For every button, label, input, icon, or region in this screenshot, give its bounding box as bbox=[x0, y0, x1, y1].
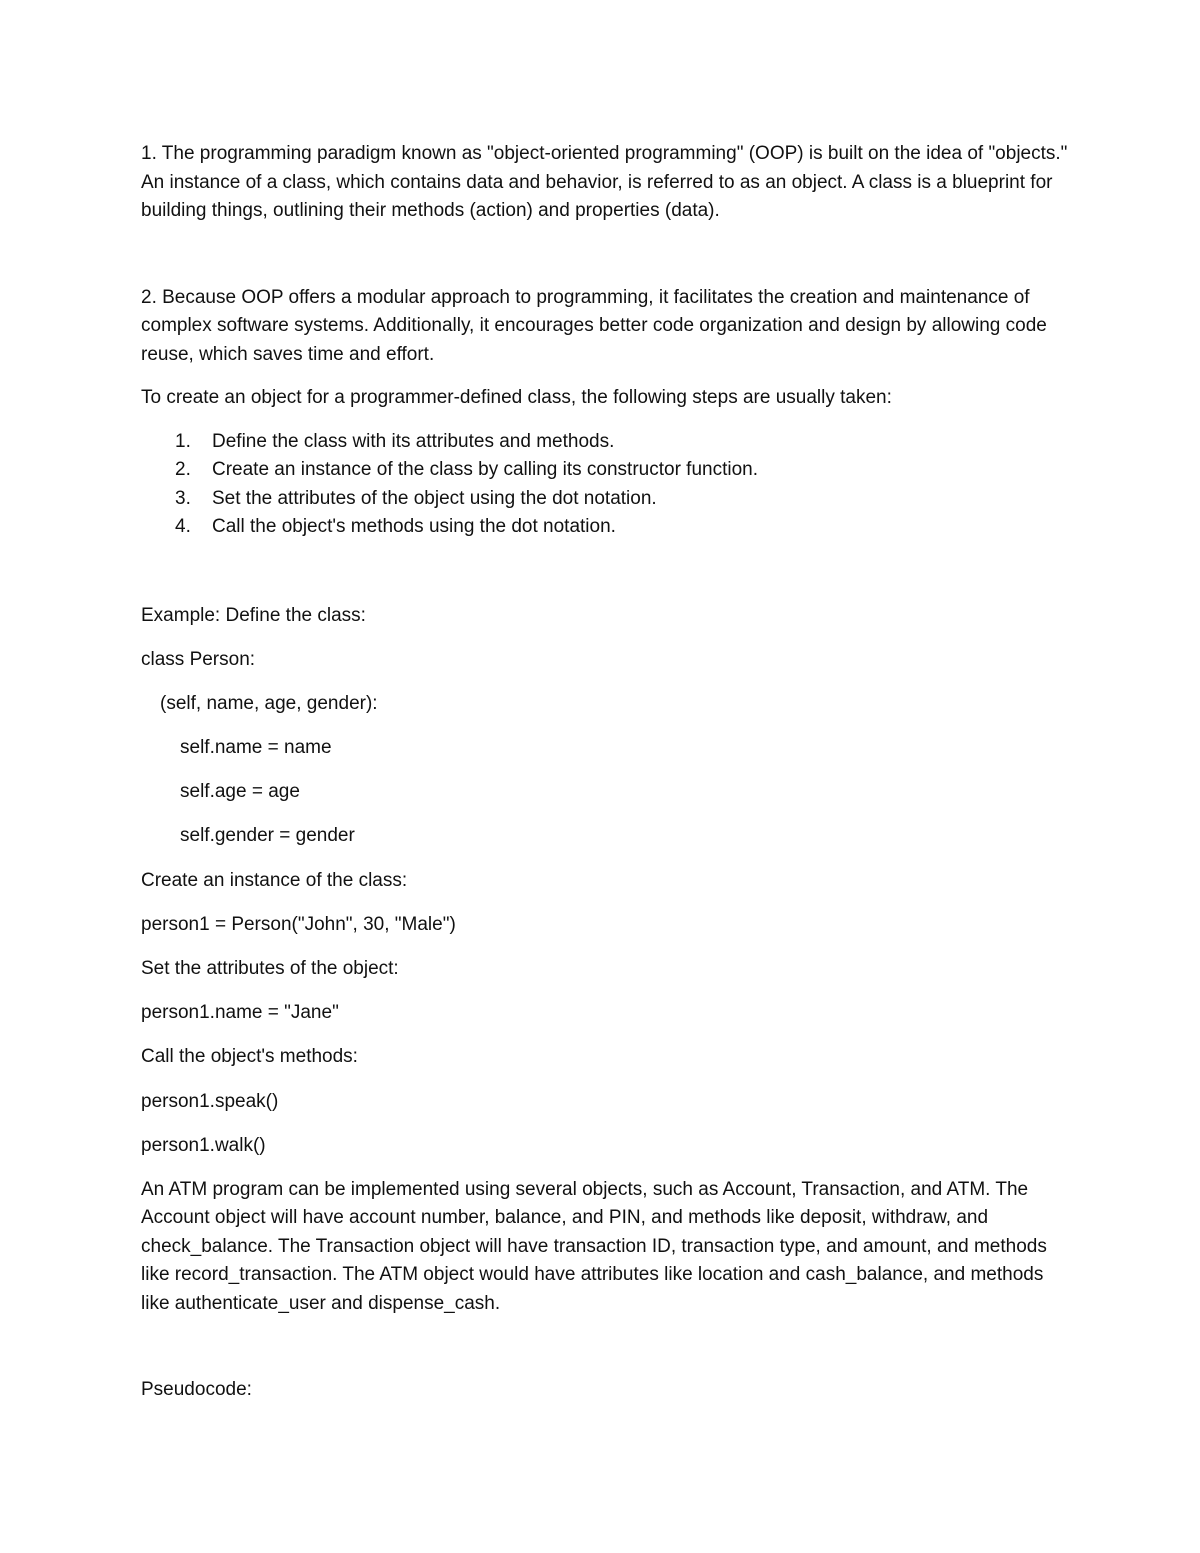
set-attributes-heading: Set the attributes of the object: bbox=[141, 958, 399, 979]
list-item-text: Create an instance of the class by calling its constructor function. bbox=[212, 459, 758, 480]
spacer bbox=[141, 542, 1071, 602]
paragraph-oop-benefits: 2. Because OOP offers a modular approach to programming, it facilitates the creation and maintenance of complex software systems. Additionally, it encourages better code organization and design by allowing code reuse, which saves time and effort. bbox=[141, 286, 1047, 365]
list-item-text: Define the class with its attributes and methods. bbox=[212, 430, 615, 452]
list-item bbox=[141, 456, 1071, 485]
code-assign-age: self.age = age bbox=[180, 781, 300, 803]
code-call-walk: person1.walk() bbox=[141, 1134, 266, 1156]
code-set-attribute: person1.name = "Jane" bbox=[141, 1002, 339, 1024]
code-call-speak: person1.speak() bbox=[141, 1090, 279, 1112]
example-heading: Example: Define the class: bbox=[141, 604, 366, 626]
pseudocode-heading: Pseudocode: bbox=[141, 1379, 252, 1401]
steps-list bbox=[141, 428, 1071, 542]
list-item bbox=[141, 428, 1071, 457]
code-assign-name: self.name = name bbox=[180, 737, 332, 759]
list-item-number: 3. bbox=[175, 487, 191, 509]
document-body bbox=[141, 140, 1071, 1405]
code-class-declaration: class Person: bbox=[141, 648, 256, 670]
code-assign-gender: self.gender = gender bbox=[180, 825, 355, 847]
list-item-number: 4. bbox=[175, 516, 191, 537]
list-item bbox=[141, 513, 1071, 542]
list-item-text: Call the object's methods using the dot notation. bbox=[212, 516, 616, 537]
list-item bbox=[141, 485, 1071, 514]
paragraph-steps-intro: To create an object for a programmer-defined class, the following steps are usually taken: bbox=[141, 387, 892, 408]
paragraph-atm-program: An ATM program can be implemented using several objects, such as Account, Transaction, and ATM. The Account object will have account number, balance, and PIN, and methods like deposit, withdraw, and check_balance. The Transaction object will have transaction ID, transaction type, and amount, and methods like record_transaction. The ATM object would have attributes like location and cash_balance, and methods like authenticate_user and dispense_cash. bbox=[141, 1178, 1047, 1314]
create-instance-heading: Create an instance of the class: bbox=[141, 869, 408, 891]
paragraph-oop-definition: 1. The programming paradigm known as "object-oriented programming" (OOP) is built on the idea of "objects." An instance of a class, which contains data and behavior, is referred to as an object. A class is a blueprint for building things, outlining their methods (action) and properties (data). bbox=[141, 143, 1068, 221]
list-item-text: Set the attributes of the object using the dot notation. bbox=[212, 487, 657, 509]
call-methods-heading: Call the object's methods: bbox=[141, 1046, 358, 1068]
code-create-instance: person1 = Person("John", 30, "Male") bbox=[141, 913, 456, 935]
list-item-number: 2. bbox=[175, 459, 191, 480]
list-item-number: 1. bbox=[175, 430, 191, 452]
code-init-signature: (self, name, age, gender): bbox=[160, 692, 378, 714]
